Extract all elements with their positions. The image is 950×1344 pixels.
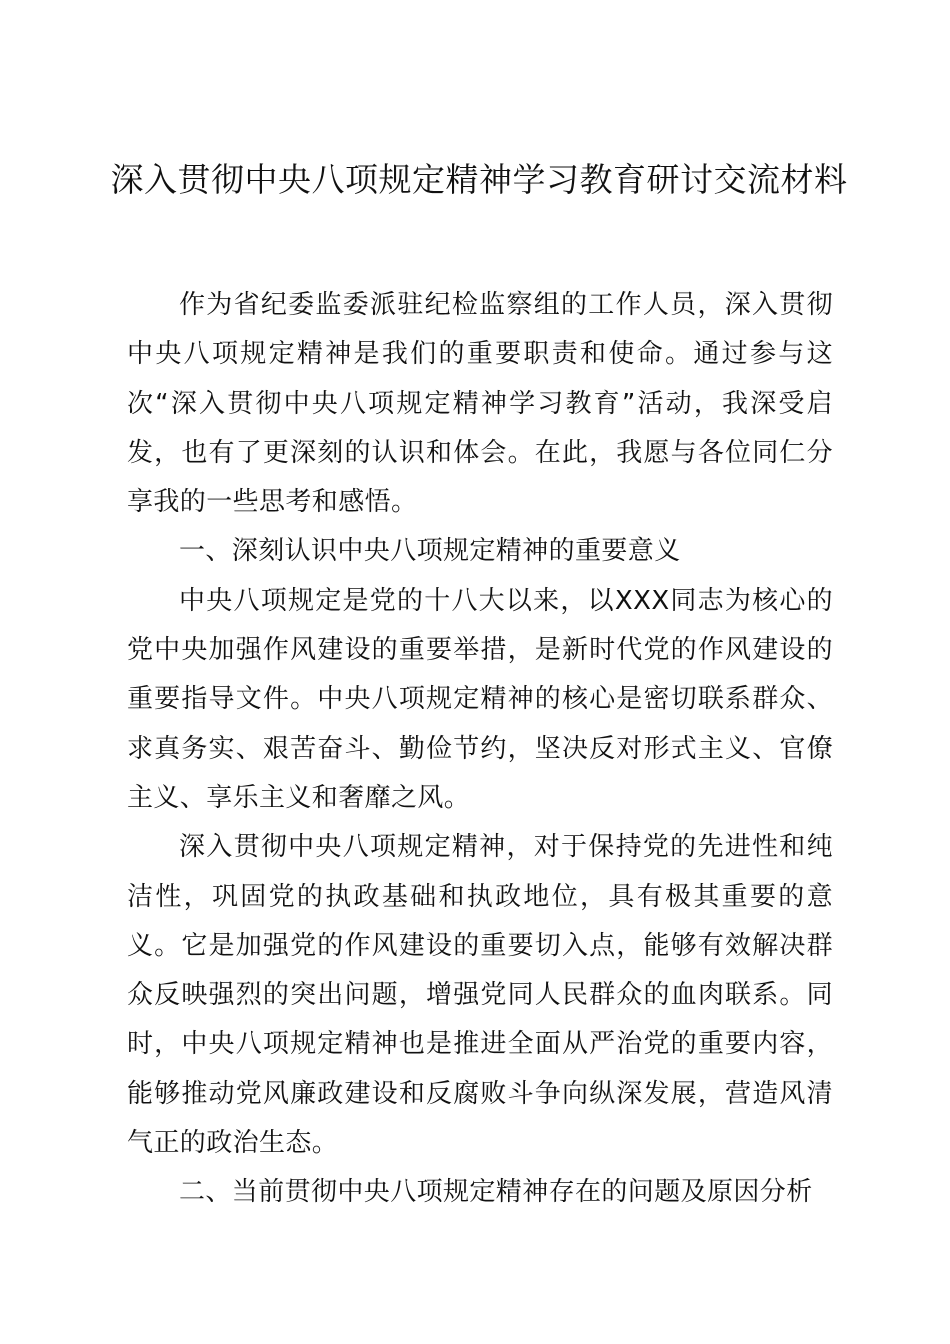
section-heading-2: 二、当前贯彻中央八项规定精神存在的问题及原因分析 bbox=[179, 1177, 813, 1208]
document-body bbox=[127, 281, 833, 1218]
intro-paragraph: 作为省纪委监委派驻纪检监察组的工作人员，深入贯彻中央八项规定精神是我们的重要职责和使命。通过参与这次“深入贯彻中央八项规定精神学习教育”活动，我深受启发，也有了更深刻的认识和体会。在此，我愿与各位同仁分享我的一些思考和感悟。 bbox=[127, 290, 833, 518]
section-heading-1: 一、深刻认识中央八项规定精神的重要意义 bbox=[179, 536, 681, 567]
section-1-paragraph-2: 深入贯彻中央八项规定精神，对于保持党的先进性和纯洁性，巩固党的执政基础和执政地位，具有极其重要的意义。它是加强党的作风建设的重要切入点，能够有效解决群众反映强烈的突出问题，增强党同人民群众的血肉联系。同时，中央八项规定精神也是推进全面从严治党的重要内容，能够推动党风廉政建设和反腐败斗争向纵深发展，营造风清气正的政治生态。 bbox=[127, 832, 833, 1159]
section-1-paragraph-1: 中央八项规定是党的十八大以来，以XXX同志为核心的党中央加强作风建设的重要举措，是新时代党的作风建设的重要指导文件。中央八项规定精神的核心是密切联系群众、求真务实、艰苦奋斗、勤俭节约，坚决反对形式主义、官僚主义、享乐主义和奢靡之风。 bbox=[127, 585, 833, 813]
document-title: 深入贯彻中央八项规定精神学习教育研讨交流材料 bbox=[110, 160, 848, 199]
